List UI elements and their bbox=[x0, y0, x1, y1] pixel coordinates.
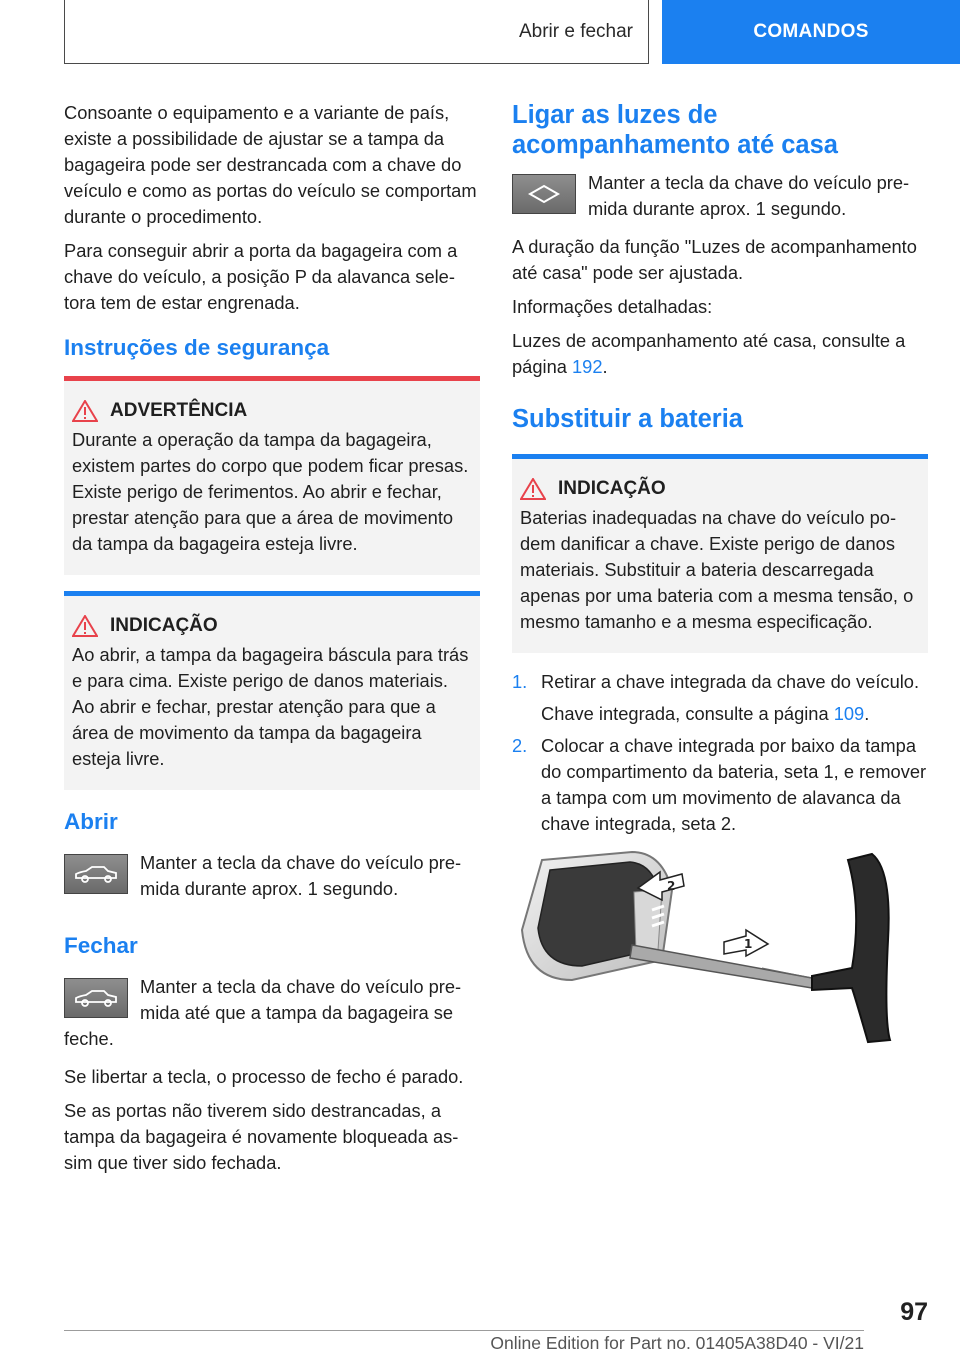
lights-ref-text: Luzes de acompanhamento até casa, consulte a página bbox=[512, 330, 906, 377]
step-sub-end: . bbox=[864, 703, 870, 724]
diamond-key-icon bbox=[512, 174, 576, 214]
warning-body: Durante a operação da tampa da bagageira, existem partes do corpo que podem ficar presas. Existe perigo de ferimentos. Ao abrir e fechar, prestar atenção para que a área de movimento da tampa da bagageira esteja livre. bbox=[72, 429, 469, 554]
step-sub bbox=[541, 701, 928, 727]
safety-heading: Instruções de segurança bbox=[64, 335, 330, 360]
chapter-tab: COMANDOS bbox=[662, 0, 960, 64]
lights-paragraph-3: Informações detalhadas: bbox=[512, 296, 713, 317]
step-number: 2. bbox=[512, 735, 528, 756]
car-trunk-key-icon bbox=[64, 978, 128, 1018]
close-instruction bbox=[64, 974, 480, 1052]
battery-notice-title: INDICAÇÃO bbox=[558, 478, 666, 499]
warning-triangle-icon bbox=[520, 477, 558, 501]
edition-footer: Online Edition for Part no. 01405A38D40 - VI/21 bbox=[490, 1333, 864, 1353]
footer-divider bbox=[64, 1330, 864, 1331]
open-text: Manter a tecla da chave do veículo premida durante aprox. 1 segundo. bbox=[140, 852, 462, 899]
notice-header bbox=[72, 614, 472, 638]
page-number: 97 bbox=[900, 1298, 928, 1326]
warning-title: ADVERTÊNCIA bbox=[110, 400, 248, 421]
lights-paragraph-4 bbox=[512, 328, 928, 380]
close-paragraph-2: Se libertar a tecla, o processo de fecho é parado. bbox=[64, 1066, 464, 1087]
open-heading: Abrir bbox=[64, 809, 118, 834]
lights-text: Manter a tecla da chave do veículo premida durante aprox. 1 segundo. bbox=[588, 172, 910, 219]
close-text: Manter a tecla da chave do veículo premida até que a tampa da bagageira se feche. bbox=[64, 976, 462, 1049]
close-heading: Fechar bbox=[64, 933, 138, 958]
notice-body: Ao abrir, a tampa da bagageira báscula para trás e para cima. Existe perigo de danos materiais. Ao abrir e fechar, prestar atenção para que a área de movimento da tampa da bagageira esteja livre. bbox=[72, 644, 469, 769]
key-battery-illustration bbox=[512, 850, 928, 1050]
lights-ref-end: . bbox=[602, 356, 608, 377]
step-2 bbox=[512, 733, 928, 837]
step-1 bbox=[512, 669, 928, 727]
notice-title: INDICAÇÃO bbox=[110, 615, 218, 636]
open-instruction bbox=[64, 850, 480, 902]
step-sub-text: Chave integrada, consulte a página bbox=[541, 703, 834, 724]
step-text: Colocar a chave integrada por baixo da tampa do compartimento da bateria, seta 1, e remover a tampa com um movimento de alavanca da chave integrada, seta 2. bbox=[541, 735, 927, 834]
warning-box bbox=[64, 376, 480, 575]
step-number: 1. bbox=[512, 671, 528, 692]
arrow-label-2: 2 bbox=[667, 879, 676, 893]
notice-box bbox=[64, 591, 480, 790]
battery-heading: Substituir a bateria bbox=[512, 405, 743, 433]
left-column bbox=[64, 100, 480, 1184]
battery-notice-header bbox=[520, 477, 920, 501]
page-link-192[interactable]: 192 bbox=[571, 356, 603, 377]
close-paragraph-3: Se as portas não tiverem sido destrancadas, a tampa da bagageira é novamente bloqueada assim que tiver sido fechada. bbox=[64, 1100, 459, 1173]
section-title: Abrir e fechar bbox=[518, 21, 633, 42]
intro-paragraph-2: Para conseguir abrir a porta da bagageira com a chave do veículo, a posição P da alavanca seletora tem de estar engrenada. bbox=[64, 240, 458, 313]
warning-triangle-icon bbox=[72, 614, 110, 638]
battery-notice-box bbox=[512, 454, 928, 653]
lights-instruction bbox=[512, 170, 928, 222]
battery-notice-body: Baterias inadequadas na chave do veículo podem danificar a chave. Existe perigo de danos materiais. Substituir a bateria descarregada apenas por uma bateria com a mesma tensão, o mesmo tamanho e a mesma especificação. bbox=[520, 507, 914, 632]
arrow-label-1: 1 bbox=[744, 937, 753, 951]
intro-paragraph-1: Consoante o equipamento e a variante de país, existe a possibilidade de ajustar se a tampa da bagageira pode ser destrancada com a chave do veículo e como as portas do veículo se comportam durante o procedimento. bbox=[64, 102, 477, 227]
lights-heading: Ligar as luzes de acompanhamento até casa bbox=[512, 101, 838, 159]
lights-paragraph-2: A duração da função "Luzes de acompanhamento até casa" pode ser ajustada. bbox=[512, 236, 917, 283]
step-text: Retirar a chave integrada da chave do veículo. bbox=[541, 671, 920, 692]
warning-header bbox=[72, 399, 472, 423]
right-column bbox=[512, 100, 928, 843]
page-link-109[interactable]: 109 bbox=[833, 703, 865, 724]
steps-list bbox=[512, 669, 928, 837]
warning-triangle-icon bbox=[72, 399, 110, 423]
car-trunk-key-icon bbox=[64, 854, 128, 894]
